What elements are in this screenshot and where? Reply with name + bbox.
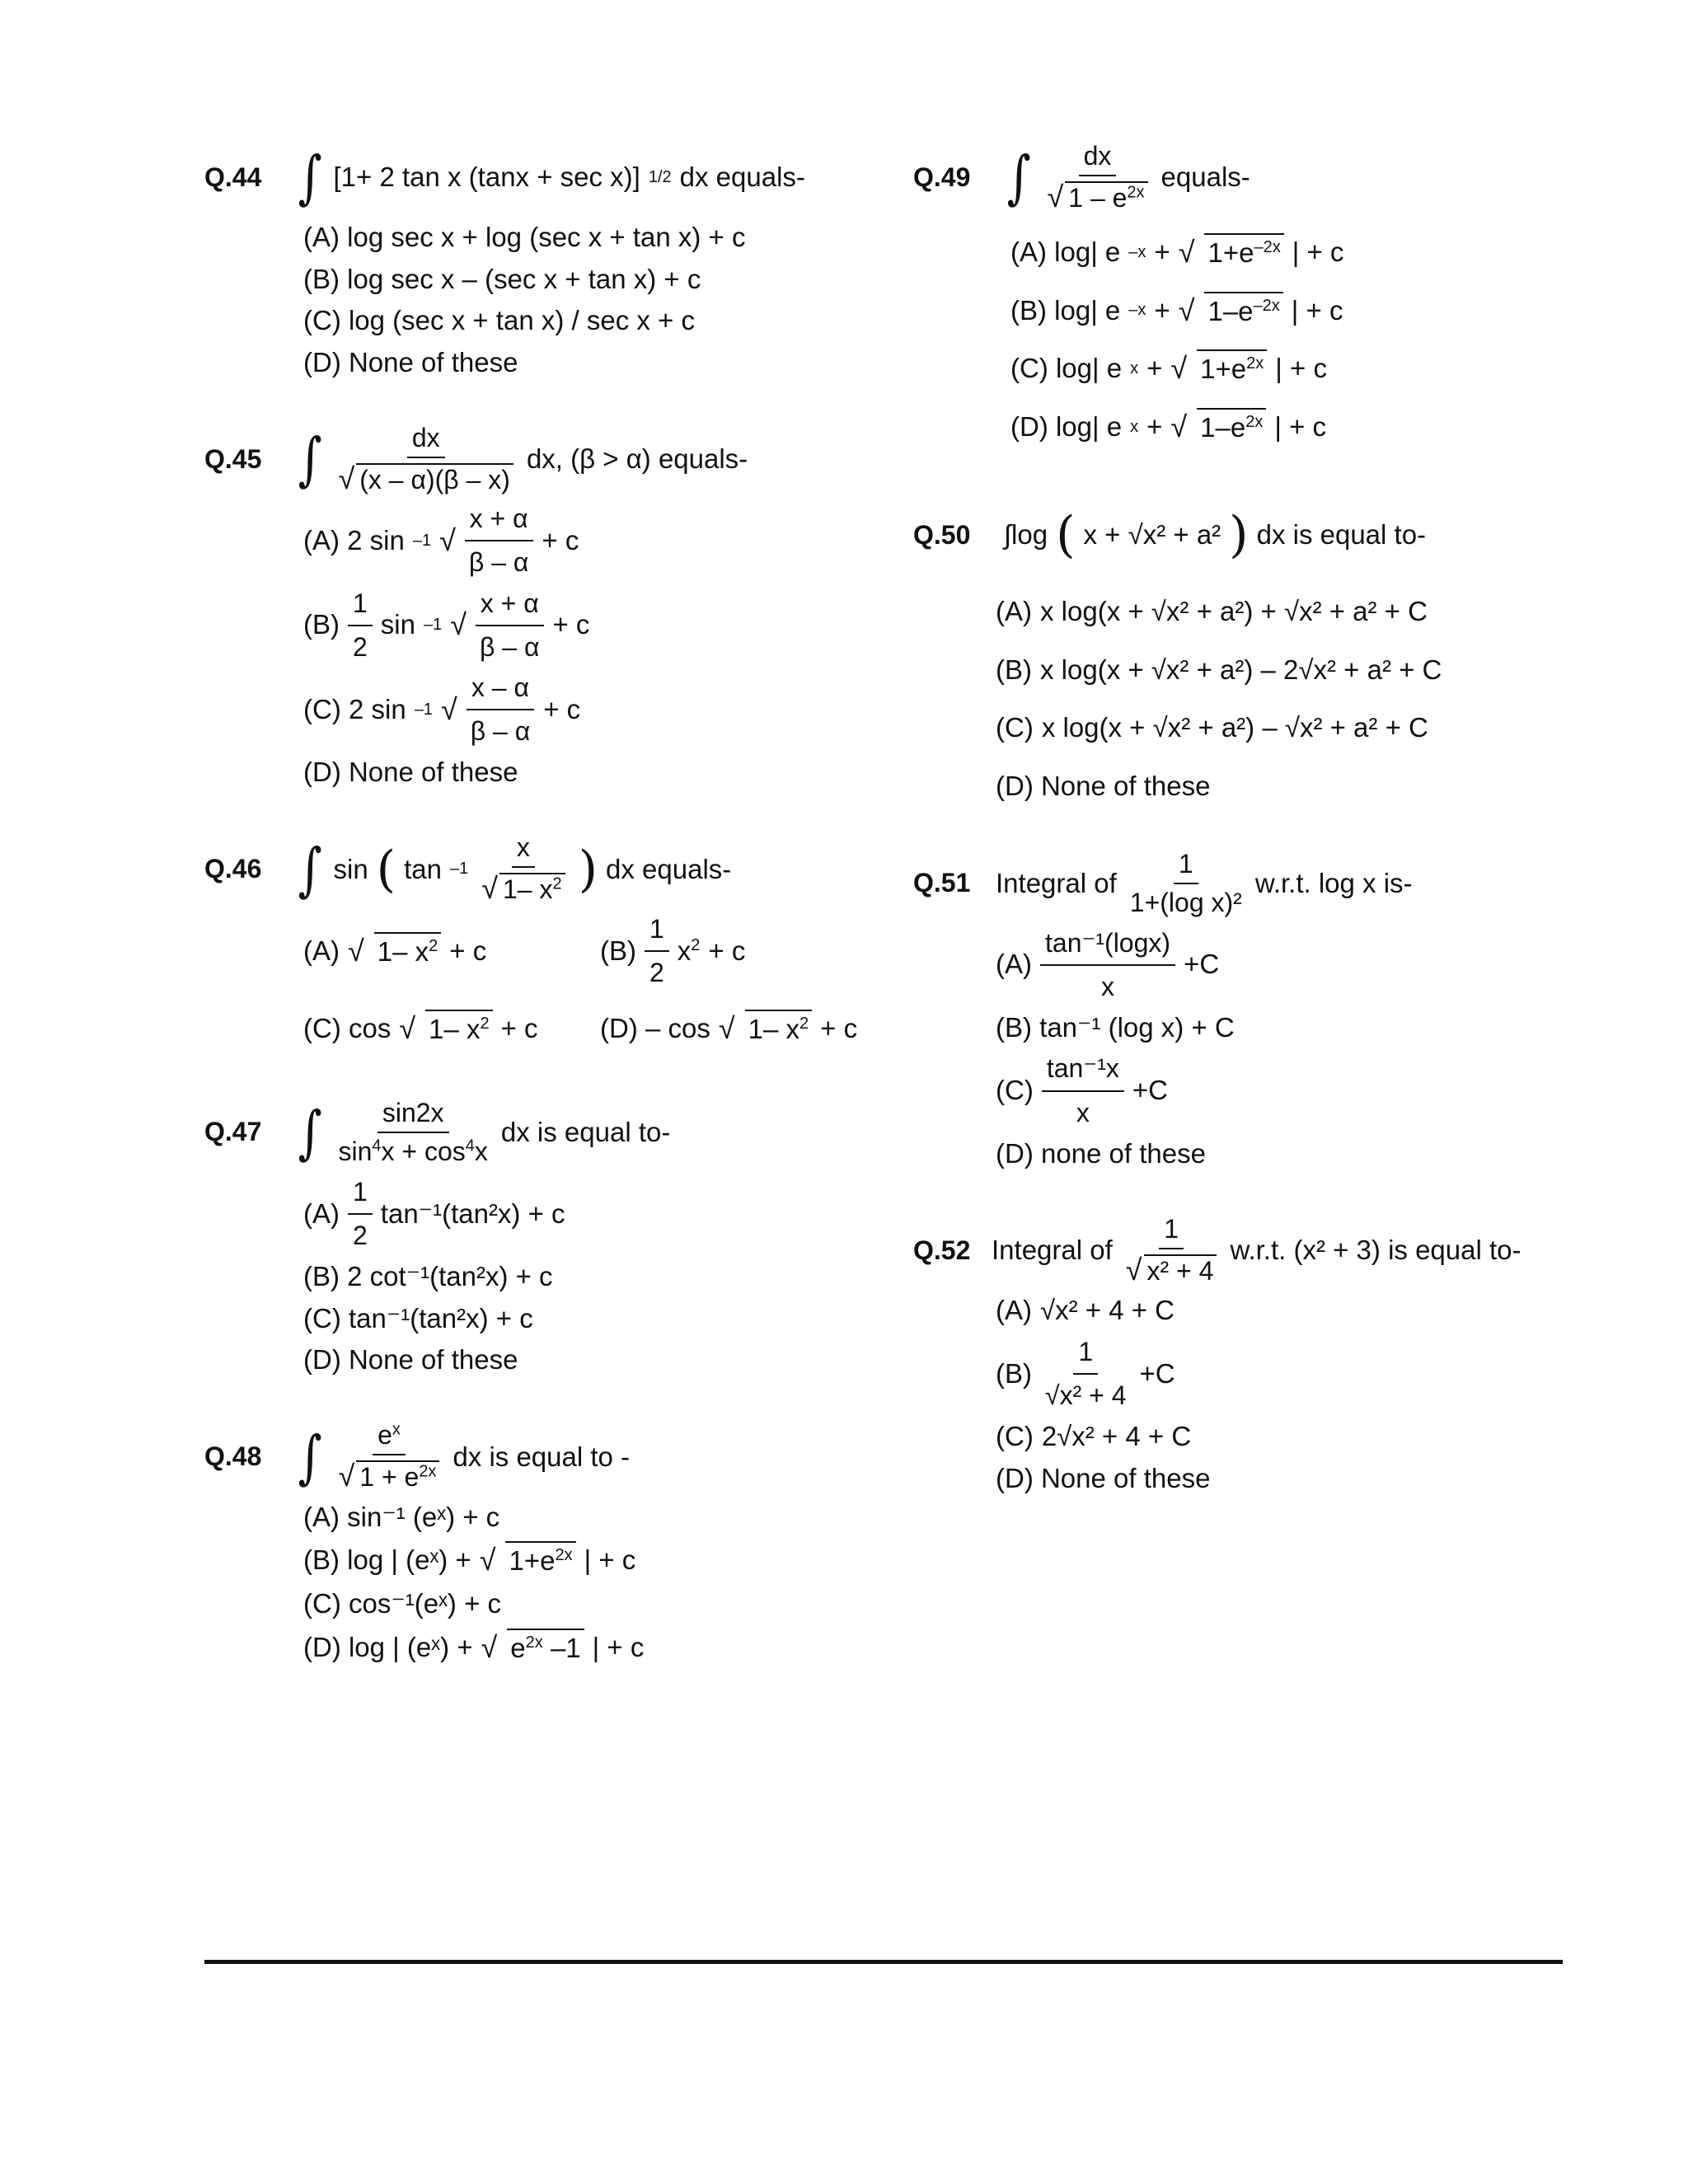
question-44 xyxy=(204,140,864,381)
question-number: Q.47 xyxy=(204,1117,262,1147)
question-stem: ∫ sin ( tan –1 x √ 1– $x^2$ ) dx equals- xyxy=(295,832,731,906)
footer-rule xyxy=(204,1960,1563,1964)
option-c: (C) 2√x² + 4 + C xyxy=(996,1421,1192,1452)
option-a: (A) log sec x + log (sec x + tan x) + c xyxy=(303,222,746,252)
question-49 xyxy=(913,140,1597,447)
option-b: (B) $\frac{1}{\text{√x² + 4}}$ +C xyxy=(996,1334,1597,1413)
option-d: (D) – cos √ 1– $x^2$ + c xyxy=(600,1009,897,1049)
option-b: (B) $\frac{1}{2}$ $x^2$ + c xyxy=(600,912,897,991)
question-stem: ∫ [1+ 2 tan x (tanx + sec x)] 1/2 dx equals- xyxy=(298,143,805,211)
option-d: (D) None of these xyxy=(996,1462,1211,1493)
option-d: (D) log | (eˣ) + √ $e^{2x}$ –1 | + c xyxy=(303,1628,864,1668)
question-46 xyxy=(204,832,864,1054)
question-stem: ∫ $e^x$ √ $1 + e^{2x}$ dx is equal to - xyxy=(295,1420,630,1493)
option-d: (D) None of these xyxy=(303,1344,518,1376)
question-number: Q.46 xyxy=(204,854,262,884)
question-number: Q.44 xyxy=(204,162,262,192)
question-52 xyxy=(913,1213,1597,1497)
option-a: (A) sin⁻¹ (eˣ) + c xyxy=(303,1501,500,1532)
integral-sign: ∫ xyxy=(298,1422,322,1491)
integral-sign: ∫ xyxy=(298,143,322,211)
option-c: (C) log| e x + √ $1+e^{2x}$ | + c xyxy=(1010,349,1597,389)
option-b: (B) log | (eˣ) + √ $1+e^{2x}$ | + c xyxy=(303,1540,864,1581)
option-b: (B) x log(x + √x² + a²) – 2√x² + a² + C xyxy=(996,654,1442,685)
question-50 xyxy=(913,498,1597,804)
question-number: Q.45 xyxy=(204,443,262,474)
question-48 xyxy=(204,1420,864,1667)
question-stem: ∫ $\frac{\sin 2x}{\sin^4x + \cos^4x}$ dx is equal to- xyxy=(298,1097,671,1166)
option-c: (C) x log(x + √x² + a²) – √x² + a² + C xyxy=(996,712,1428,743)
option-c: (C) cos √ 1– $x^2$ + c xyxy=(303,1009,600,1049)
fraction: dx √ (x – α)(β – x) xyxy=(333,423,518,496)
option-a: (A) √ 1– $x^2$ + c xyxy=(303,912,600,991)
option-d: (D) None of these xyxy=(996,771,1211,802)
integral-sign: ∫ xyxy=(298,835,322,903)
option-c: (C) $\frac{\text{tan⁻¹x}}{x}$ +C xyxy=(996,1051,1597,1130)
integral-sign: ∫ xyxy=(1006,143,1031,211)
option-c: (C) 2 sin –1 √ $\frac{x - \alpha}{\beta - \alpha}$ + c xyxy=(303,670,864,749)
integral-sign: ∫ xyxy=(298,425,322,494)
option-d: (D) none of these xyxy=(996,1137,1206,1169)
option-b: (B) tan⁻¹ (log x) + C xyxy=(996,1011,1235,1043)
question-stem: ∫ dx √ $1 - e^{2x}$ equals- xyxy=(1004,141,1250,214)
option-a: (A) $\frac{1}{2}$ tan⁻¹(tan²x) + c xyxy=(303,1174,864,1254)
option-b: (B) $\frac{1}{2}$ sin –1 √ $\frac{x + \alpha}{\beta - \alpha}$ + c xyxy=(303,586,864,665)
option-c: (C) tan⁻¹(tan²x) + c xyxy=(303,1302,533,1333)
question-stem: Integral of 1 √ x² + 4 w.r.t. (x² + 3) is equal to- xyxy=(992,1214,1522,1287)
question-stem: Integral of $\frac{1}{\text{1+(log x)²}}$ w.r.t. log x is- xyxy=(996,848,1413,917)
option-a: (A) √x² + 4 + C xyxy=(996,1295,1175,1326)
right-column xyxy=(913,140,1597,1505)
question-51 xyxy=(913,846,1597,1173)
question-number: Q.49 xyxy=(913,162,971,192)
option-a: (A) 2 sin –1 √ $\frac{x + \alpha}{\beta - \alpha}$ + c xyxy=(303,501,864,580)
option-a: (A) $\frac{\text{tan⁻¹(logx)}}{x}$ +C xyxy=(996,926,1597,1005)
integral-sign: ∫ xyxy=(298,1098,322,1166)
question-stem: ∫ dx √ (x – α)(β – x) dx, (β > α) equals- xyxy=(295,423,748,496)
option-c: (C) log (sec x + tan x) / sec x + c xyxy=(303,305,695,336)
option-d: (D) log| e x + √ $1-e^{2x}$ | + c xyxy=(1010,407,1597,448)
option-b: (B) log| e –x + √ $1-e^{-2x}$ | + c xyxy=(1010,291,1597,331)
question-number: Q.48 xyxy=(204,1441,262,1472)
option-c: (C) cos⁻¹(eˣ) + c xyxy=(303,1587,502,1619)
question-number: Q.50 xyxy=(913,519,971,550)
option-b: (B) 2 cot⁻¹(tan²x) + c xyxy=(303,1261,553,1292)
option-d: (D) None of these xyxy=(303,346,518,377)
option-a: (A) x log(x + √x² + a²) + √x² + a² + C xyxy=(996,596,1428,627)
question-number: Q.52 xyxy=(913,1235,971,1265)
option-b: (B) log sec x – (sec x + tan x) + c xyxy=(303,263,701,294)
question-number: Q.51 xyxy=(913,868,971,898)
option-a: (A) log| e –x + √ $1+e^{-2x}$ | + c xyxy=(1010,232,1597,273)
option-d: (D) None of these xyxy=(303,757,518,788)
question-stem: ∫log ( x + √x² + a² ) dx is equal to- xyxy=(1004,506,1427,565)
question-45 xyxy=(204,422,864,791)
question-47 xyxy=(204,1095,864,1379)
left-column xyxy=(204,140,864,1675)
